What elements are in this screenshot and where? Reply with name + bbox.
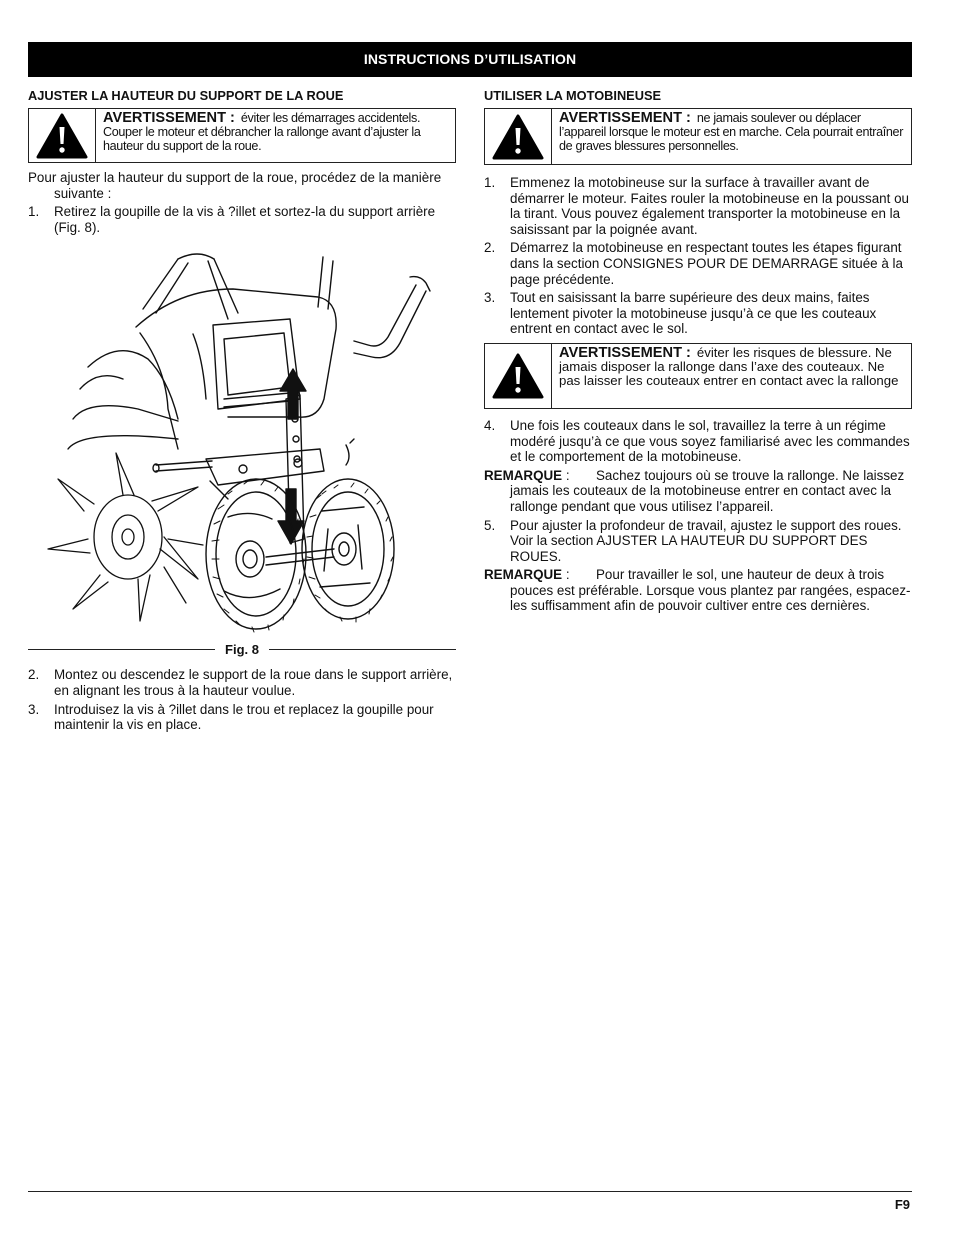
list-text: Emmenez la motobineuse sur la surface à travailler avant de démarrer le moteur. Faites rouler la motobineuse en la poussant ou la tirant. Vous pouvez également transporter la motobineuse en la saisissant par la poignée avant. — [510, 175, 909, 237]
list-number: 5. — [484, 517, 496, 533]
warning-box-extension-cord — [484, 343, 912, 409]
warning-box-lifting — [484, 108, 912, 165]
warning-triangle-icon — [485, 109, 552, 164]
list-text: Montez ou descendez le support de la roue dans le support arrière, en alignant les trous à la hauteur voulue. — [54, 667, 453, 698]
tiller-wheel-illustration — [28, 249, 456, 639]
warning-body: ne jamais soulever ou déplacer l’appareil lorsque le moteur est en marche. Cela pourrait entraîner de graves blessures personnelles. — [559, 111, 904, 153]
list-text: Retirez la goupille de la vis à ?illet et sortez-la du support arrière (Fig. 8). — [54, 204, 436, 235]
warning-body: éviter les risques de blessure. Ne jamais disposer la rallonge dans l’axe des couteaux. Ne pas laisser les couteaux entrer en contact avec la rallonge — [559, 344, 899, 389]
warning-text — [552, 344, 911, 408]
list-item — [484, 518, 912, 565]
remark-label: REMARQUE : — [484, 567, 570, 583]
section-title-wheel-height: AJUSTER LA HAUTEUR DU SUPPORT DE LA ROUE — [28, 88, 344, 103]
footer-rule — [28, 1191, 912, 1192]
remark-text: Sachez toujours où se trouve la rallonge. Ne laissez jamais les couteaux de la motobineuse entrer en contact avec la rallonge pendant que vous utilisez l’appareil. — [510, 467, 905, 514]
list-text: Pour ajuster la profondeur de travail, ajustez le support des roues. Voir la section AJUSTER LA HAUTEUR DU SUPPORT DES ROUES. — [510, 517, 902, 564]
section-header: INSTRUCTIONS D’UTILISATION — [28, 42, 912, 77]
warning-triangle-icon — [485, 344, 552, 408]
list-number: 2. — [28, 667, 40, 683]
warning-label: AVERTISSEMENT : — [103, 110, 235, 126]
caption-rule-left — [28, 649, 215, 650]
caption-label: Fig. 8 — [225, 641, 259, 657]
figure-8 — [28, 249, 456, 657]
remark-text: Pour travailler le sol, une hauteur de deux à trois pouces est préférable. Lorsque vous plantez par rangées, espacez-les suffisamment afin de pouvoir cultiver entre ces dernières. — [510, 567, 911, 614]
list-number: 4. — [484, 417, 496, 433]
list-item — [28, 667, 456, 698]
list-number: 1. — [484, 175, 496, 190]
caption-rule-right — [269, 649, 456, 650]
figure-caption — [28, 641, 456, 657]
list-number: 2. — [484, 240, 496, 256]
list-item — [484, 175, 912, 237]
warning-triangle-icon — [29, 109, 96, 162]
left-column — [28, 88, 456, 736]
section-title-use: UTILISER LA MOTOBINEUSE — [484, 88, 662, 103]
list-item — [484, 240, 912, 287]
list-text: Une fois les couteaux dans le sol, travaillez la terre à un régime modéré jusqu’à ce que vous soyez familiarisé avec les commandes et le comportement de la motobineuse. — [510, 417, 910, 465]
list-number: 3. — [484, 290, 496, 306]
remark-label: REMARQUE : — [484, 467, 570, 483]
list-text: Démarrez la motobineuse en respectant toutes les étapes figurant dans la section CONSIGNES POUR DE DEMARRAGE située à la page précédente. — [510, 240, 903, 287]
warning-text — [96, 109, 455, 162]
list-item — [484, 418, 912, 465]
page-number: F9 — [894, 1197, 910, 1212]
right-column — [484, 88, 912, 617]
remark-cord — [484, 468, 912, 515]
warning-label: AVERTISSEMENT : — [559, 110, 691, 126]
list-item — [28, 204, 456, 235]
warning-text — [552, 109, 911, 164]
warning-body: éviter les démarrages accidentels. Couper le moteur et débrancher la rallonge avant d’ajuster la hauteur du support de la roue. — [103, 111, 421, 153]
list-text: Introduisez la vis à ?illet dans le trou et replacez la goupille pour maintenir la vis en place. — [54, 701, 434, 733]
warning-label: AVERTISSEMENT : — [559, 344, 691, 361]
list-number: 3. — [28, 701, 40, 717]
list-item — [28, 702, 456, 733]
list-number: 1. — [28, 204, 40, 220]
intro-paragraph: Pour ajuster la hauteur du support de la roue, procédez de la manière suivante : — [28, 170, 442, 201]
remark-depth — [484, 567, 912, 614]
list-text: Tout en saisissant la barre supérieure des deux mains, faites lentement pivoter la motobineuse jusqu’à ce que les couteaux entrent en contact avec le sol. — [510, 290, 877, 337]
warning-box-accidental-start — [28, 108, 456, 163]
list-item — [484, 290, 912, 337]
